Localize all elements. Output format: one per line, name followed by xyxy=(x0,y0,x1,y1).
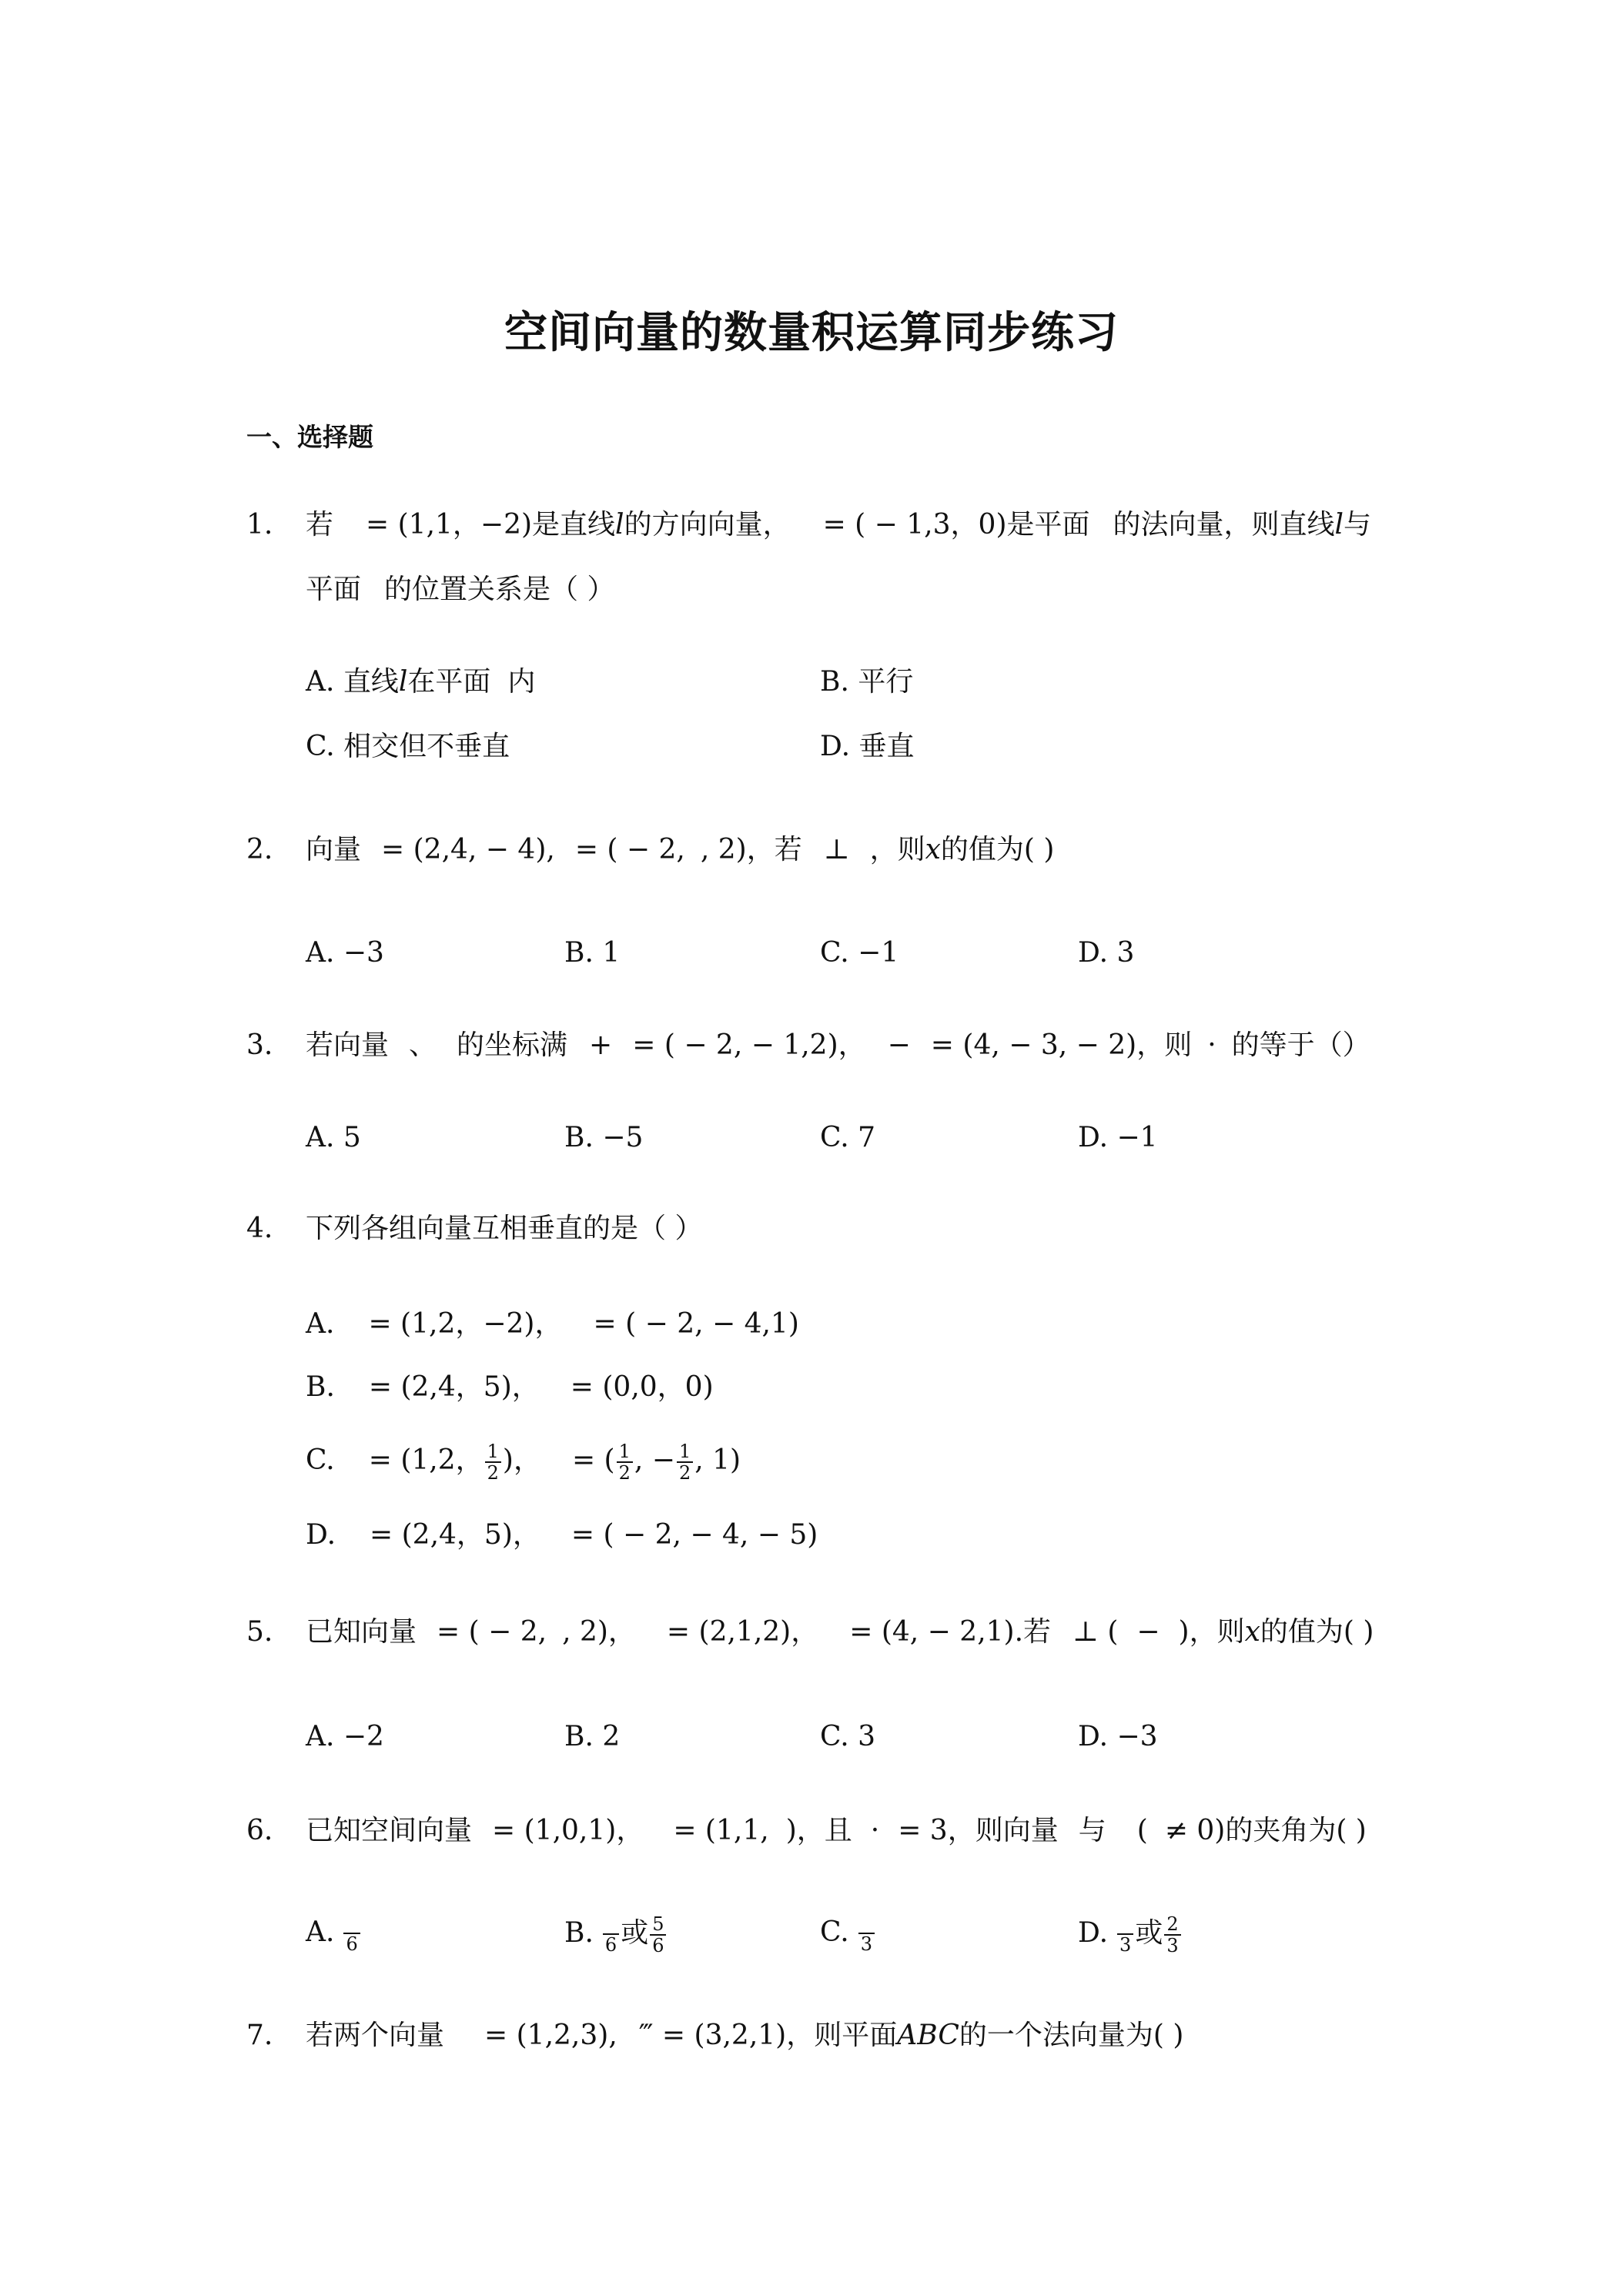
question-number: 1. xyxy=(246,509,273,541)
question-7-stem: 若两个向量 = (1,2,3), ‴ = (3,2,1)，则平面ABC的一个法向量为( ) xyxy=(306,2020,1184,2051)
option-d[interactable]: D. −1 xyxy=(1078,1122,1158,1153)
option-a[interactable]: A. −2 xyxy=(306,1721,384,1752)
question-2-stem: 向量 = (2,4, − 4), = ( − 2, , 2)，若 ⊥ ，则x的值为( ) xyxy=(306,834,1055,865)
fraction: 3 xyxy=(1117,1915,1133,1955)
question-5-stem: 已知向量 = ( − 2, , 2)， = (2,1,2)， = (4, − 2,1).若 ⊥ ( − )，则x的值为( ) xyxy=(306,1616,1374,1648)
question-number: 5. xyxy=(246,1616,273,1648)
question-1-stem: 若 = (1,1，−2)是直线l的方向向量， = ( − 1,3，0)是平面 的法向量，则直线l与 xyxy=(306,509,1372,541)
question-4-stem: 下列各组向量互相垂直的是（ ） xyxy=(306,1213,703,1244)
option-c[interactable]: C. = (1,2， $\frac{1}{2}$ )， = ( $\frac{1}{2}$ , − $\frac{1}{2}$ , 1) xyxy=(306,1441,741,1484)
fraction: $\frac{1}{2}$ xyxy=(677,1441,693,1483)
option-d[interactable]: D. = (2,4，5)， = ( − 2, − 4, − 5) xyxy=(306,1519,818,1551)
option-b[interactable]: B. 平行 xyxy=(820,666,914,698)
option-c[interactable]: C. 7 xyxy=(820,1122,876,1153)
option-c[interactable]: C. 相交但不垂直 xyxy=(306,731,510,762)
option-a[interactable]: A. 6 xyxy=(306,1914,362,1954)
option-a[interactable]: A. = (1,2，−2)， = ( − 2, − 4,1) xyxy=(306,1308,799,1340)
fraction: $\frac{2}{3}$ xyxy=(1164,1914,1180,1956)
question-number: 6. xyxy=(246,1815,273,1846)
option-c[interactable]: C. 3 xyxy=(820,1721,876,1752)
fraction: 6 xyxy=(343,1914,360,1954)
option-c[interactable]: C. −1 xyxy=(820,937,899,969)
question-number: 3. xyxy=(246,1029,273,1061)
question-number: 2. xyxy=(246,834,273,865)
fraction: $\frac{1}{2}$ xyxy=(485,1441,501,1483)
option-b[interactable]: B. 1 xyxy=(564,937,621,969)
option-d[interactable]: D. 垂直 xyxy=(820,731,915,762)
option-b[interactable]: B. −5 xyxy=(564,1122,644,1153)
option-b[interactable]: B. 2 xyxy=(564,1721,621,1752)
page-title: 空间向量的数量积运算同步练习 xyxy=(504,308,1119,358)
question-6-stem: 已知空间向量 = (1,0,1)， = (1,1, )，且 · = 3，则向量 与 ( ≠ 0)的夹角为( ) xyxy=(306,1815,1367,1846)
option-b[interactable]: B. = (2,4，5)， = (0,0，0) xyxy=(306,1371,714,1403)
question-3-stem: 若向量 、 的坐标满 + = ( − 2, − 1,2)， − = (4, − 3, − 2)，则 · 的等于（） xyxy=(306,1029,1370,1061)
option-d[interactable]: D. −3 xyxy=(1078,1721,1158,1752)
option-d[interactable]: D. 3 或 $\frac{2}{3}$ xyxy=(1078,1914,1183,1956)
option-a[interactable]: A. 5 xyxy=(306,1122,361,1153)
option-d[interactable]: D. 3 xyxy=(1078,937,1135,969)
question-number: 7. xyxy=(246,2020,273,2051)
fraction: $\frac{5}{6}$ xyxy=(650,1914,666,1956)
fraction: $\frac{1}{2}$ xyxy=(617,1441,633,1483)
question-1-stem-cont: 平面 的位置关系是（ ） xyxy=(306,574,615,605)
option-c[interactable]: C. 3 xyxy=(820,1914,876,1954)
option-b[interactable]: B. 6 或 $\frac{5}{6}$ xyxy=(564,1914,668,1956)
section-heading: 一、选择题 xyxy=(246,422,373,452)
option-a[interactable]: A. −3 xyxy=(306,937,384,969)
option-a[interactable]: A. 直线l在平面 内 xyxy=(306,666,536,698)
fraction: 6 xyxy=(603,1915,619,1955)
fraction: 3 xyxy=(858,1914,875,1954)
question-number: 4. xyxy=(246,1213,273,1244)
